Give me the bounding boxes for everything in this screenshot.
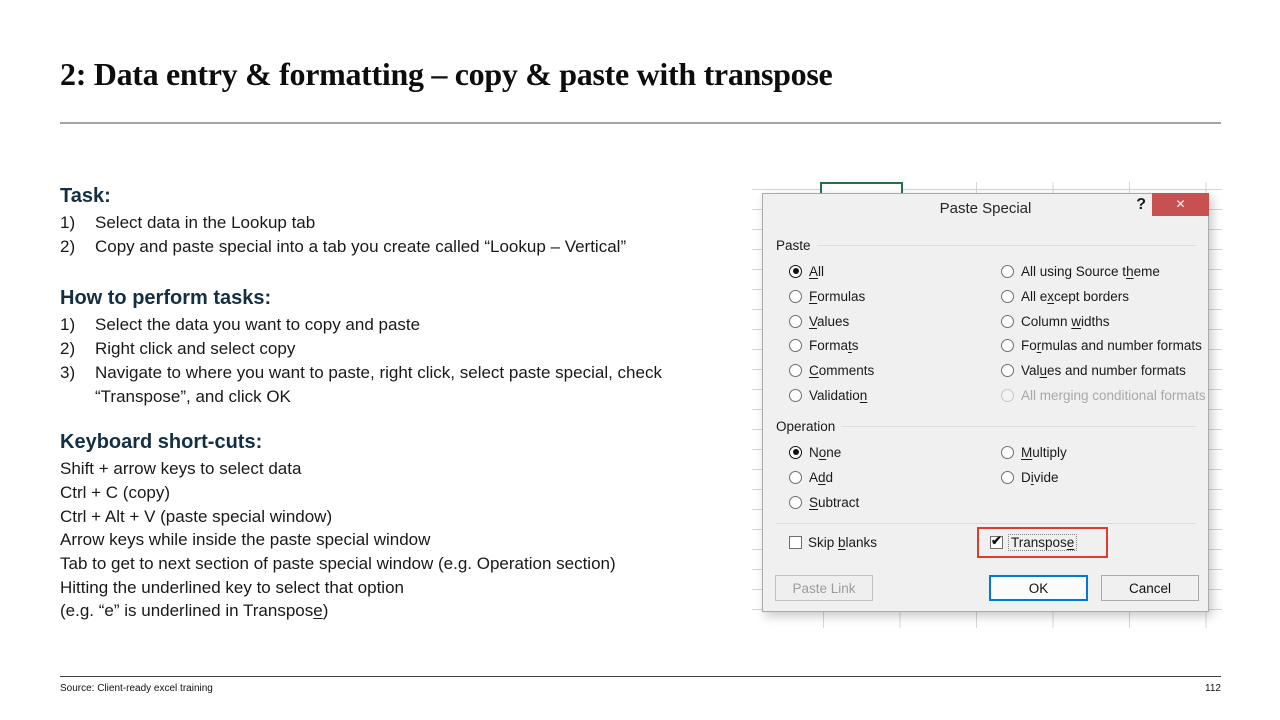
radio-circle-icon <box>789 265 802 278</box>
radio-circle-icon <box>789 290 802 303</box>
radio-label: Validation <box>809 387 868 403</box>
paste-link-button[interactable]: Paste Link <box>775 575 873 601</box>
close-icon[interactable]: ✕ <box>1152 193 1209 216</box>
checkbox-label: Skip blanks <box>808 534 878 550</box>
radio-circle-icon <box>1001 446 1014 459</box>
radio-values[interactable] <box>789 311 849 331</box>
list-item <box>60 337 745 361</box>
radio-label: None <box>809 444 842 460</box>
shortcut-line: Hitting the underlined key to select that option <box>60 577 404 597</box>
list-item <box>60 361 745 408</box>
help-icon[interactable]: ? <box>1136 196 1146 213</box>
line-part: ) <box>322 601 329 621</box>
radio-all-merging-conditional-formats <box>1001 385 1206 405</box>
group-label-text: Operation <box>776 419 836 434</box>
radio-label: Add <box>809 469 834 485</box>
radio-formats[interactable] <box>789 335 859 355</box>
radio-subtract[interactable] <box>789 492 859 512</box>
radio-label: Formulas <box>809 288 866 304</box>
list-item <box>60 313 745 337</box>
radio-circle-icon <box>1001 339 1014 352</box>
radio-all-except-borders[interactable] <box>1001 286 1129 306</box>
section-heading-shortcuts: Keyboard short-cuts: <box>60 431 263 454</box>
section-task <box>60 184 745 258</box>
section-how-to <box>60 286 745 408</box>
body-text-column <box>60 184 745 623</box>
underlined-letter: e <box>313 601 323 621</box>
ok-button[interactable]: OK <box>989 575 1088 601</box>
radio-circle-icon <box>789 364 802 377</box>
checkbox-icon <box>789 536 802 549</box>
radio-circle-icon <box>789 446 802 459</box>
title-divider <box>60 122 1221 124</box>
item-text: Navigate to where you want to paste, right click, select paste special, check “Transpose”, and click OK <box>95 362 662 406</box>
radio-label: All <box>809 263 825 279</box>
radio-none[interactable] <box>789 442 841 462</box>
how-to-list <box>60 313 745 408</box>
radio-values-and-number-formats[interactable] <box>1001 360 1186 380</box>
item-number: 1) <box>60 213 76 232</box>
radio-circle-icon <box>789 471 802 484</box>
radio-circle-icon <box>1001 265 1014 278</box>
radio-multiply[interactable] <box>1001 442 1067 462</box>
checkbox-skip-blanks[interactable] <box>789 532 877 552</box>
item-text: Select the data you want to copy and paste <box>95 315 421 335</box>
radio-label: All except borders <box>1021 288 1130 304</box>
radio-circle-icon <box>1001 315 1014 328</box>
radio-column-widths[interactable] <box>1001 311 1110 331</box>
section-shortcuts <box>60 430 745 623</box>
radio-circle-icon <box>1001 290 1014 303</box>
section-heading-task: Task: <box>60 185 111 207</box>
radio-formulas[interactable] <box>789 286 865 306</box>
item-number: 2) <box>60 339 76 359</box>
cancel-button[interactable]: Cancel <box>1101 575 1199 601</box>
line-part: (e.g. “e” is underlined in Transpos <box>60 601 314 621</box>
radio-label: Multiply <box>1021 444 1067 460</box>
radio-circle-icon <box>789 339 802 352</box>
item-text: Select data in the Lookup tab <box>95 213 316 232</box>
checkbox-label: Transpose <box>1011 534 1075 550</box>
radio-label: All merging conditional formats <box>1021 387 1206 403</box>
paste-group-label <box>776 238 1196 253</box>
radio-label: Values and number formats <box>1021 362 1186 378</box>
radio-circle-icon <box>1001 364 1014 377</box>
shortcut-line <box>60 599 745 623</box>
shortcut-line: Shift + arrow keys to select data <box>60 459 302 479</box>
page-number: 112 <box>1205 683 1221 694</box>
list-item <box>60 211 745 235</box>
radio-circle-icon <box>789 389 802 402</box>
item-text: Right click and select copy <box>95 339 296 359</box>
section-heading-how-to: How to perform tasks: <box>60 287 272 310</box>
page-title: 2: Data entry & formatting – copy & paste with transpose <box>60 56 833 92</box>
radio-label: Formulas and number formats <box>1021 337 1202 353</box>
radio-formulas-and-number-formats[interactable] <box>1001 335 1202 355</box>
radio-label: Values <box>809 313 850 329</box>
radio-label: Comments <box>809 362 875 378</box>
dialog-body <box>763 194 1208 611</box>
excel-screenshot <box>752 182 1222 628</box>
section-divider <box>776 523 1196 524</box>
footer-divider <box>60 676 1221 677</box>
radio-add[interactable] <box>789 467 833 487</box>
checkbox-transpose[interactable] <box>990 532 1076 552</box>
radio-all[interactable] <box>789 261 824 281</box>
radio-comments[interactable] <box>789 360 874 380</box>
radio-circle-icon <box>1001 389 1014 402</box>
radio-divide[interactable] <box>1001 467 1059 487</box>
shortcut-line: Ctrl + Alt + V (paste special window) <box>60 506 333 526</box>
item-number: 2) <box>60 236 76 256</box>
radio-circle-icon <box>1001 471 1014 484</box>
radio-label: Subtract <box>809 494 860 510</box>
shortcut-line: Tab to get to next section of paste special window (e.g. Operation section) <box>60 554 616 574</box>
task-list <box>60 211 745 258</box>
radio-label: All using Source theme <box>1021 263 1160 279</box>
item-number: 3) <box>60 362 76 382</box>
shortcuts-list <box>60 457 745 623</box>
checkbox-icon <box>990 536 1003 549</box>
radio-label: Column widths <box>1021 313 1110 329</box>
radio-label: Divide <box>1021 469 1059 485</box>
radio-all-using-source-theme[interactable] <box>1001 261 1160 281</box>
shortcut-line: Arrow keys while inside the paste special window <box>60 530 431 550</box>
radio-label: Formats <box>809 337 859 353</box>
shortcut-line: Ctrl + C (copy) <box>60 482 171 502</box>
list-item <box>60 235 745 259</box>
source-note: Source: Client-ready excel training <box>60 683 213 694</box>
item-text: Copy and paste special into a tab you create called “Lookup – Vertical” <box>95 236 627 256</box>
group-label-text: Paste <box>776 238 811 253</box>
paste-special-dialog <box>762 193 1209 612</box>
radio-circle-icon <box>789 496 802 509</box>
item-number: 1) <box>60 315 76 335</box>
radio-circle-icon <box>789 315 802 328</box>
operation-group-label <box>776 419 1196 434</box>
radio-validation[interactable] <box>789 385 867 405</box>
dialog-title: Paste Special <box>939 200 1032 217</box>
